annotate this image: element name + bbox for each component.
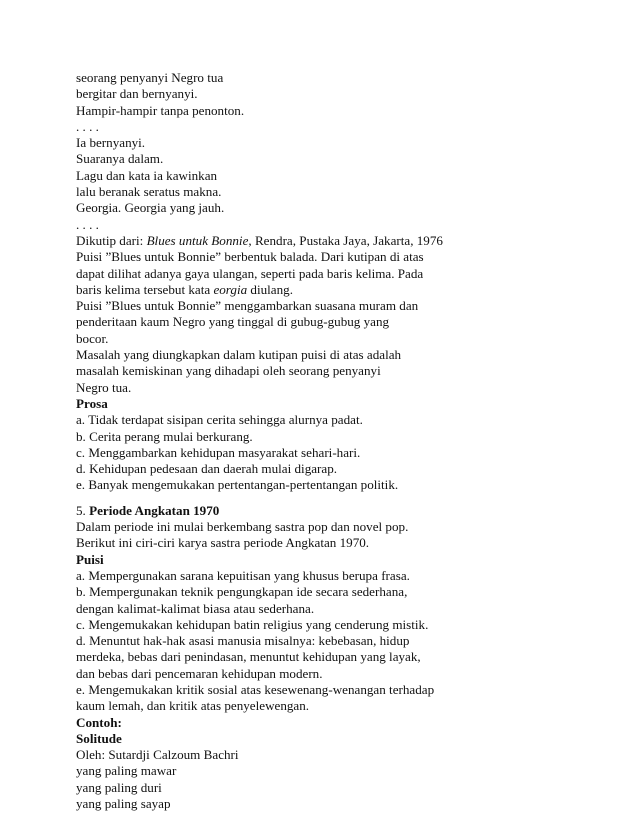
poem-line: Georgia. Georgia yang jauh. (76, 200, 225, 216)
poem-line: lalu beranak seratus makna. (76, 184, 222, 200)
list-item: c. Menggambarkan kehidupan masyarakat sehari-hari. (76, 444, 361, 460)
analysis-line: penderitaan kaum Negro yang tinggal di gubug-gubug yang (76, 314, 390, 330)
citation-suffix: , Rendra, Pustaka Jaya, Jakarta, 1976 (248, 232, 443, 248)
list-item: dengan kalimat-kalimat biasa atau sederhana. (76, 600, 315, 616)
list-item: dan bebas dari pencemaran kehidupan modern. (76, 665, 323, 681)
poem-line: yang paling sayap (76, 796, 171, 812)
period-section (76, 503, 596, 552)
poem-author: Oleh: Sutardji Calzoum Bachri (76, 747, 239, 763)
analysis-paragraph (76, 249, 596, 396)
poem-line: Suaranya dalam. (76, 151, 164, 167)
list-item: kaum lemah, dan kritik atas penyelewengan. (76, 698, 310, 714)
document-page (76, 70, 596, 812)
analysis-line (76, 282, 596, 298)
citation-prefix: Dikutip dari: (76, 232, 147, 248)
period-intro-line: Dalam periode ini mulai berkembang sastra pop dan novel pop. (76, 519, 409, 535)
poem-line: yang paling mawar (76, 763, 177, 779)
list-item: e. Mengemukakan kritik sosial atas kesewenang-wenangan terhadap (76, 681, 435, 697)
poem-line: Hampir-hampir tanpa penonton. (76, 102, 245, 118)
analysis-text: diulang. (247, 281, 293, 297)
section-gap (76, 494, 596, 503)
list-item: d. Kehidupan pedesaan dan daerah mulai digarap. (76, 461, 338, 477)
analysis-line: dapat dilihat adanya gaya ulangan, seperti pada baris kelima. Pada (76, 265, 424, 281)
analysis-line: masalah kemiskinan yang dihadapi oleh seorang penyanyi (76, 363, 381, 379)
analysis-line: Negro tua. (76, 379, 132, 395)
prosa-heading: Prosa (76, 395, 108, 411)
period-number: 5. (76, 502, 90, 518)
poem-excerpt (76, 70, 596, 233)
analysis-line: Puisi ”Blues untuk Bonnie” berbentuk balada. Dari kutipan di atas (76, 249, 424, 265)
list-item: a. Mempergunakan sarana kepuitisan yang khusus berupa frasa. (76, 567, 410, 583)
analysis-line: Puisi ”Blues untuk Bonnie” menggambarkan suasana muram dan (76, 298, 419, 314)
poem-line: seorang penyanyi Negro tua (76, 70, 224, 85)
citation-title: Blues untuk Bonnie (146, 232, 249, 248)
list-item: e. Banyak mengemukakan pertentangan-pertentangan politik. (76, 477, 399, 493)
poem-line: bergitar dan bernyanyi. (76, 86, 198, 102)
list-item: a. Tidak terdapat sisipan cerita sehingga alurnya padat. (76, 412, 363, 428)
analysis-text: baris kelima tersebut kata (76, 281, 214, 297)
repeated-word: eorgia (213, 281, 248, 297)
list-item: b. Mempergunakan teknik pengungkapan ide secara sederhana, (76, 584, 408, 600)
list-item: b. Cerita perang mulai berkurang. (76, 428, 253, 444)
poem-line: Lagu dan kata ia kawinkan (76, 167, 218, 183)
poem-line: Ia bernyanyi. (76, 135, 146, 151)
analysis-line: Masalah yang diungkapkan dalam kutipan puisi di atas adalah (76, 347, 402, 363)
poem-ellipsis: . . . . (76, 118, 99, 134)
analysis-line: bocor. (76, 330, 109, 346)
poem-title: Solitude (76, 730, 122, 746)
prosa-section (76, 396, 596, 494)
period-intro-line: Berikut ini ciri-ciri karya sastra periode Angkatan 1970. (76, 535, 370, 551)
puisi-heading: Puisi (76, 551, 104, 567)
puisi-section (76, 552, 596, 715)
citation (76, 233, 596, 249)
poem-line: yang paling duri (76, 779, 162, 795)
poem-ellipsis: . . . . (76, 216, 99, 232)
contoh-heading: Contoh: (76, 714, 122, 730)
list-item: c. Mengemukakan kehidupan batin religius yang cenderung mistik. (76, 616, 429, 632)
period-heading (76, 503, 596, 519)
list-item: merdeka, bebas dari penindasan, menuntut kehidupan yang layak, (76, 649, 421, 665)
list-item: d. Menuntut hak-hak asasi manusia misalnya: kebebasan, hidup (76, 633, 410, 649)
contoh-section (76, 715, 596, 813)
period-title: Periode Angkatan 1970 (89, 502, 220, 518)
